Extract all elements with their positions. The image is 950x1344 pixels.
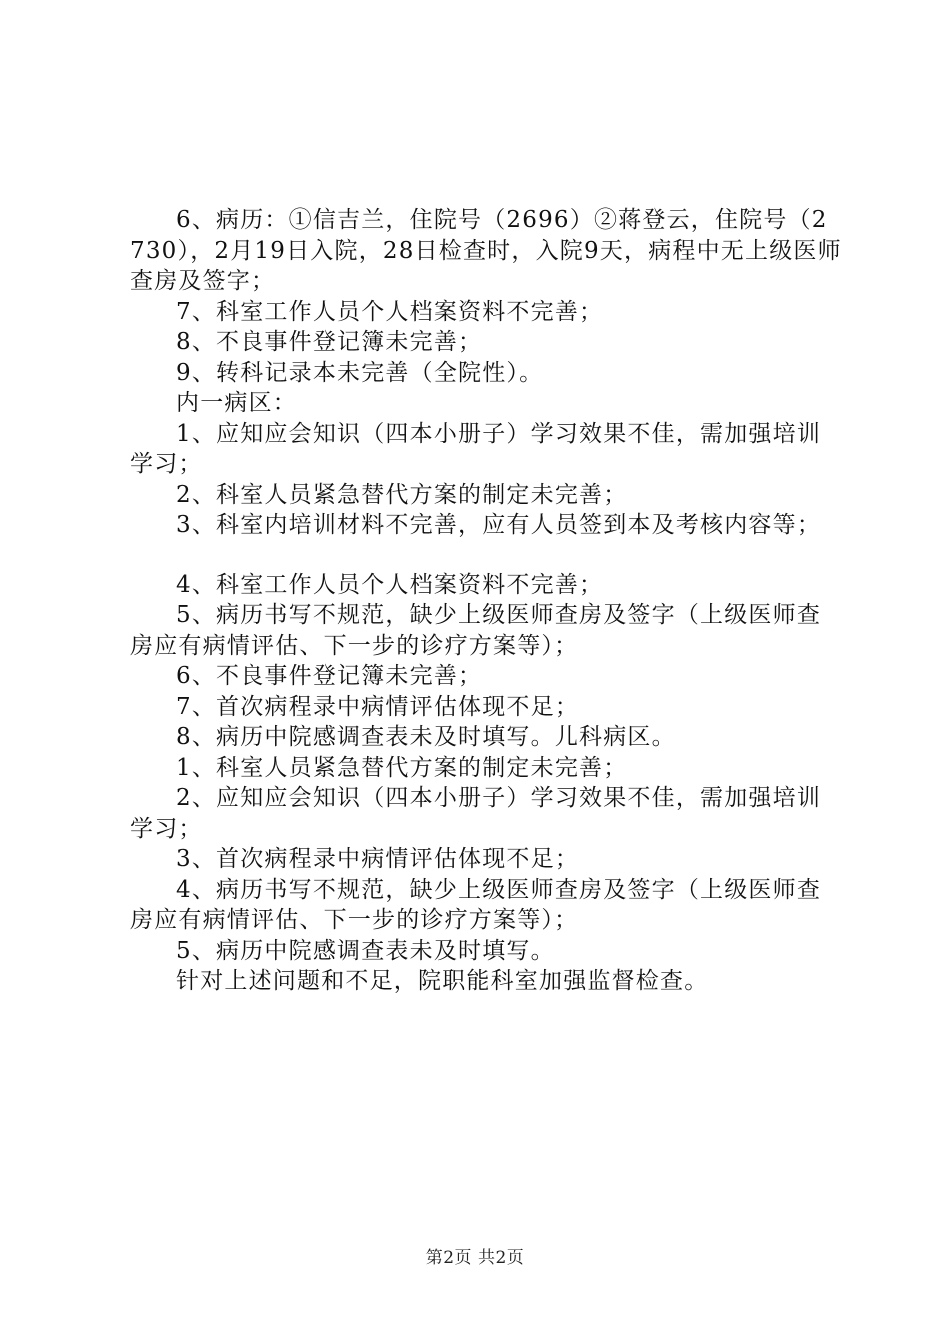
paragraph: 2、科室人员紧急替代方案的制定未完善； <box>176 481 628 508</box>
paragraph: 7、首次病程录中病情评估体现不足； <box>176 693 580 720</box>
paragraph: 2、应知应会知识（四本小册子）学习效果不佳，需加强培训学习； <box>130 785 822 842</box>
paragraph: 针对上述问题和不足，院职能科室加强监督检查。 <box>176 968 709 994</box>
paragraph: 5、病历书写不规范，缺少上级医师查房及签字（上级医师查房应有病情评估、下一步的诊疗方案等）； <box>130 602 822 659</box>
paragraph: 5、病历中院感调查表未及时填写。 <box>176 937 555 964</box>
paragraph: 6、不良事件登记簿未完善； <box>176 663 483 689</box>
paragraph: 7、科室工作人员个人档案资料不完善； <box>176 298 604 325</box>
section-heading: 内一病区： <box>176 390 297 416</box>
paragraph: 9、转科记录本未完善（全院性）。 <box>176 359 544 386</box>
paragraph: 1、应知应会知识（四本小册子）学习效果不佳，需加强培训学习； <box>130 420 822 477</box>
paragraph: 4、病历书写不规范，缺少上级医师查房及签字（上级医师查房应有病情评估、下一步的诊疗方案等）； <box>130 876 822 933</box>
paragraph: 3、科室内培训材料不完善，应有人员签到本及考核内容等； <box>176 512 822 538</box>
paragraph: 3、首次病程录中病情评估体现不足； <box>176 846 580 872</box>
paragraph: 4、科室工作人员个人档案资料不完善； <box>176 571 604 598</box>
paragraph: 1、科室人员紧急替代方案的制定未完善； <box>176 754 628 781</box>
paragraph: 8、不良事件登记簿未完善； <box>176 329 483 355</box>
paragraph: 8、病历中院感调查表未及时填写。儿科病区。 <box>176 724 676 750</box>
paragraph: 6、病历：①信吉兰，住院号（2696）②蒋登云，住院号（2730），2月19日入院，28日检查时，入院9天，病程中无上级医师查房及签字； <box>130 207 842 294</box>
page-footer: 第2页 共2页 <box>425 1248 525 1268</box>
document-body <box>130 205 842 997</box>
